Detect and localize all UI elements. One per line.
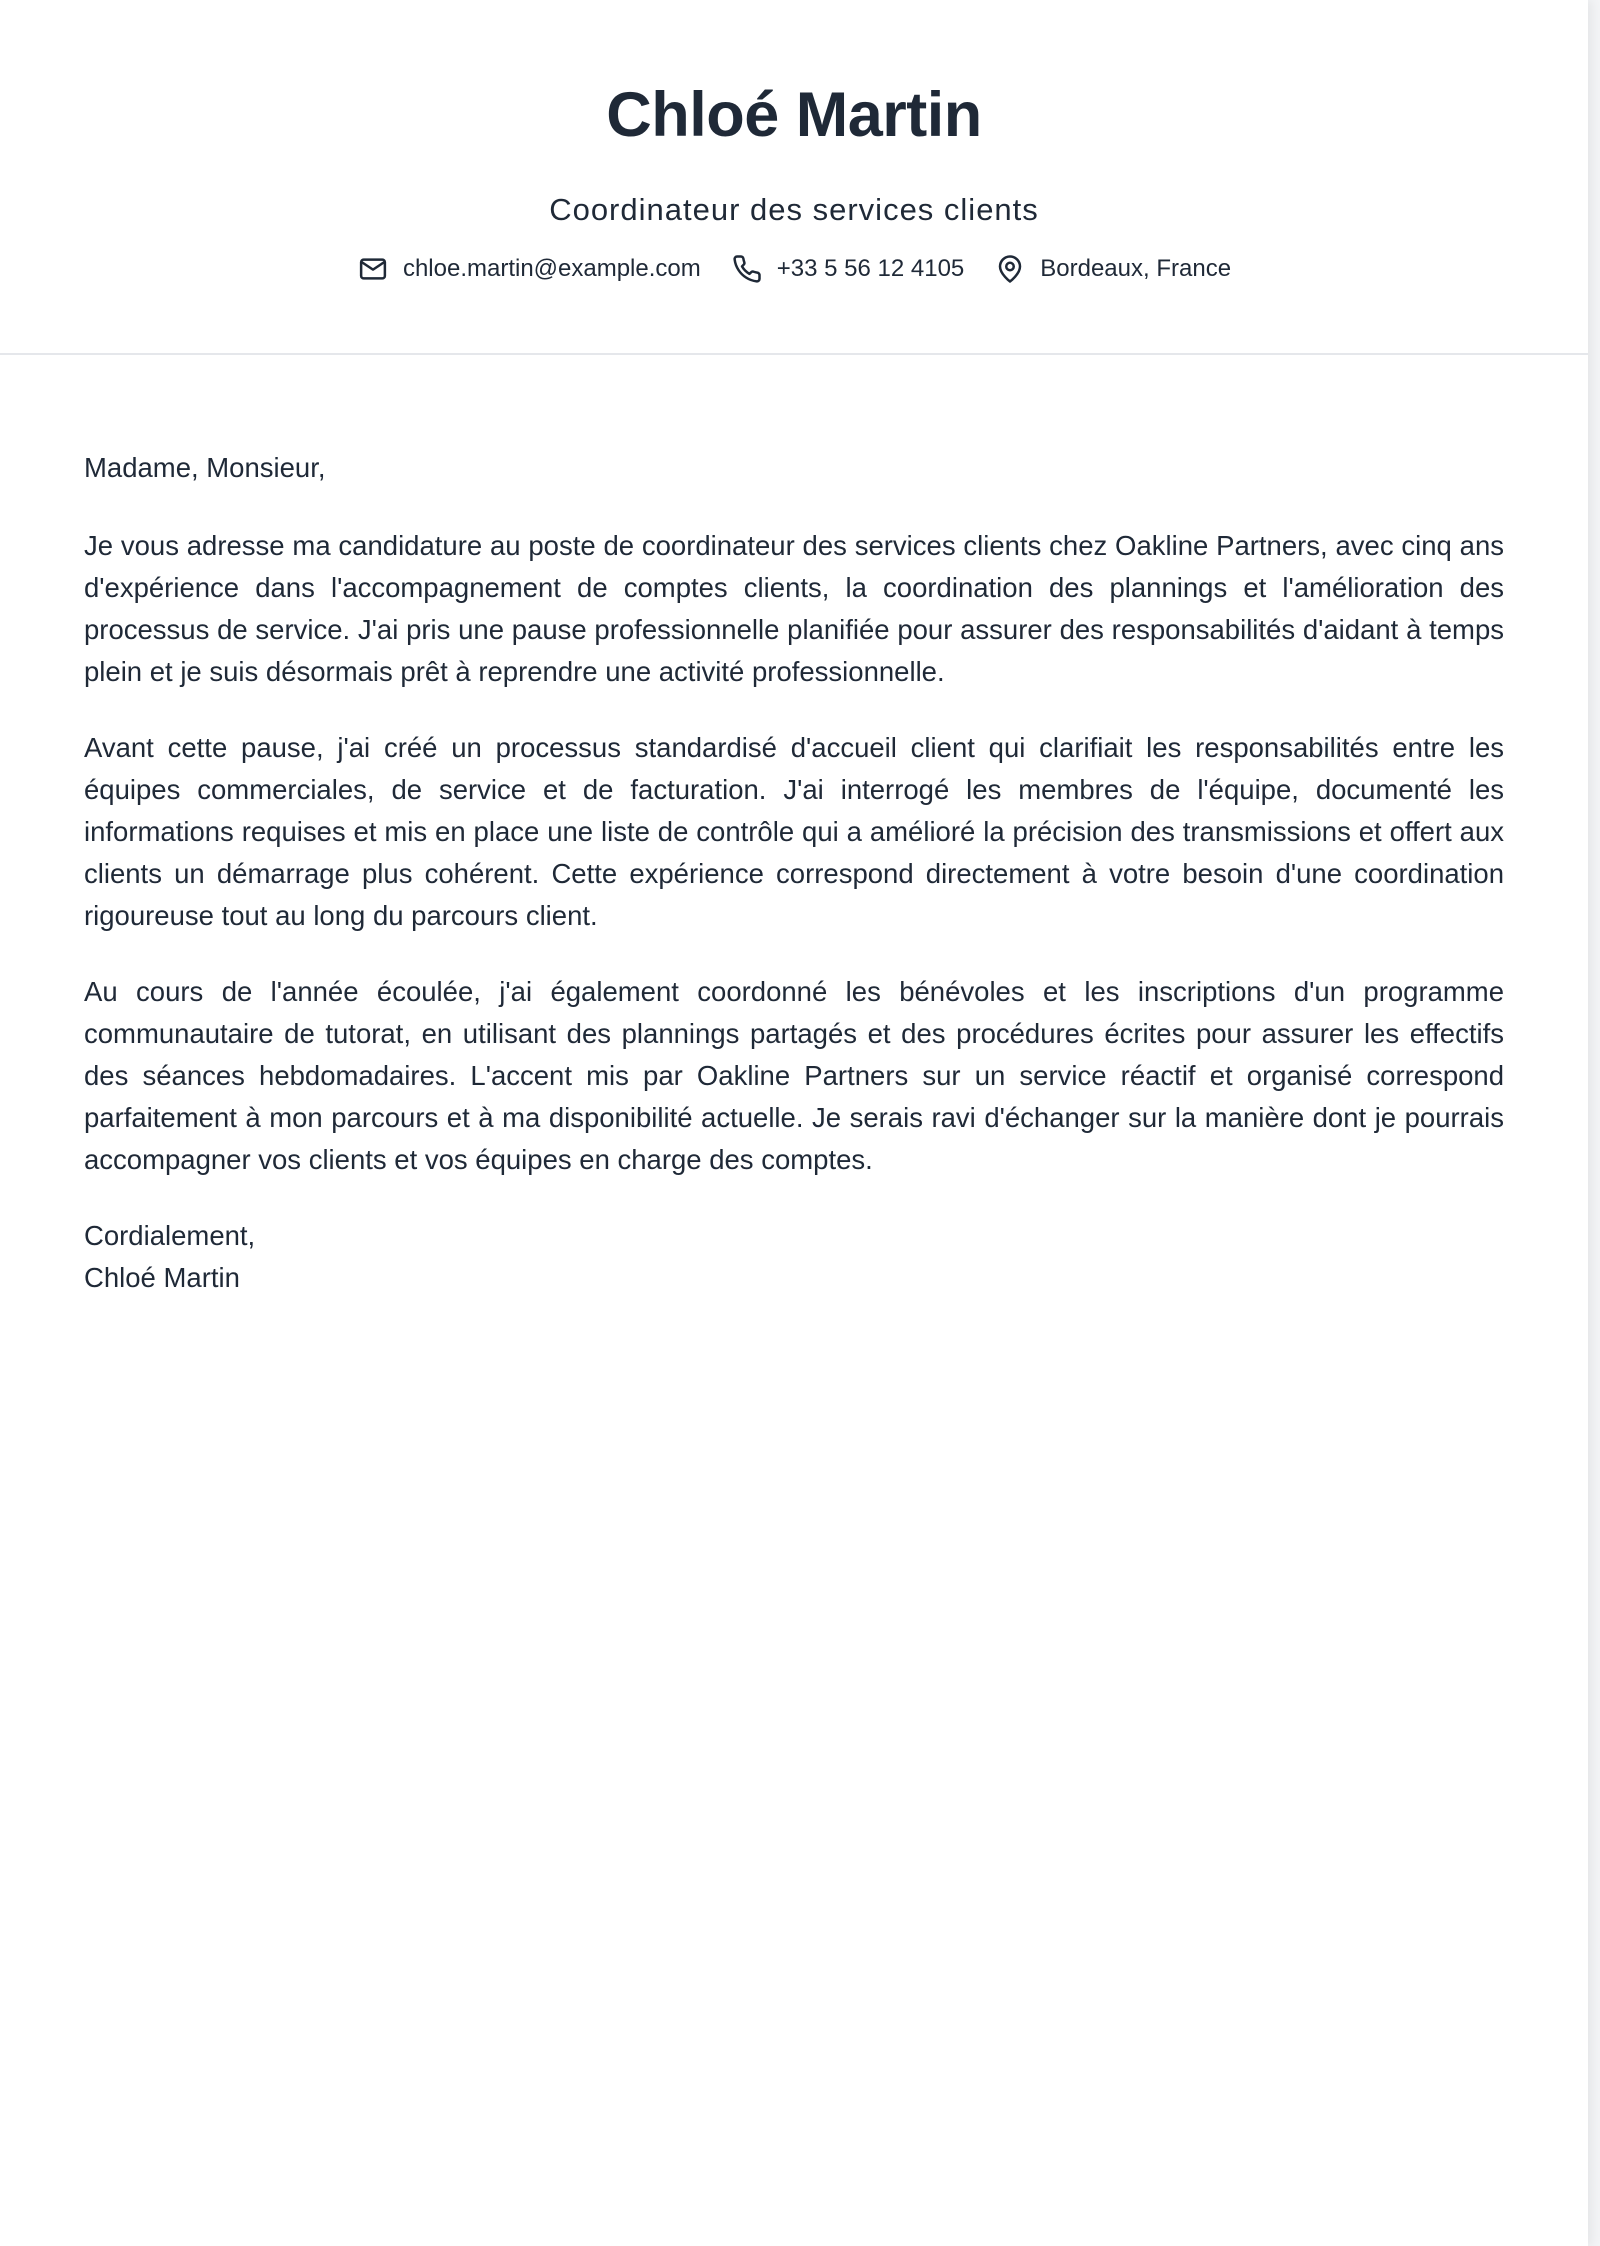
applicant-name: Chloé Martin — [606, 80, 982, 150]
letter-header — [0, 0, 1588, 355]
signature: Chloé Martin — [84, 1262, 240, 1293]
contact-location — [994, 252, 1231, 286]
paragraph-1: Je vous adresse ma candidature au poste de coordinateur des services clients chez Oakline Partners, avec cinq ans d'expérience dans l'accompagnement de comptes clients, la coordination des plannings et l'amélioration des processus de service. J'ai pris une pause professionnelle planifiée pour assurer des responsabilités d'aidant à temps plein et je suis désormais prêt à reprendre une activité professionnelle. — [84, 530, 1504, 687]
paragraph-3: Au cours de l'année écoulée, j'ai également coordonné les bénévoles et les inscriptions d'un programme communautaire de tutorat, en utilisant des plannings partagés et des procédures écrites pour assurer les effectifs des séances hebdomadaires. L'accent mis par Oakline Partners sur un service réactif et organisé correspond parfaitement à mon parcours et à ma disponibilité actuelle. Je serais ravi d'échanger sur la manière dont je pourrais accompagner vos clients et vos équipes en charge des comptes. — [84, 976, 1504, 1175]
contact-email — [357, 252, 701, 286]
location-text: Bordeaux, France — [1040, 255, 1232, 282]
letter-body — [0, 355, 1588, 1299]
contact-phone — [731, 252, 965, 286]
map-pin-icon — [994, 253, 1026, 285]
contact-info — [0, 252, 1588, 286]
phone-text[interactable]: +33 5 56 12 4105 — [776, 255, 965, 282]
job-title: Coordinateur des services clients — [549, 192, 1039, 227]
salutation: Madame, Monsieur, — [84, 452, 326, 483]
email-text[interactable]: chloe.martin@example.com — [402, 255, 701, 282]
closing-text: Cordialement, — [84, 1220, 256, 1251]
closing-block — [84, 1215, 1504, 1299]
phone-icon — [731, 253, 763, 285]
mail-icon — [357, 253, 389, 285]
paragraph-2: Avant cette pause, j'ai créé un processus standardisé d'accueil client qui clarifiait les responsabilités entre les équipes commerciales, de service et de facturation. J'ai interrogé les membres de l'équipe, documenté les informations requises et mis en place une liste de contrôle qui a amélioré la précision des transmissions et offert aux clients un démarrage plus cohérent. Cette expérience correspond directement à votre besoin d'une coordination rigoureuse tout au long du parcours client. — [84, 732, 1504, 931]
